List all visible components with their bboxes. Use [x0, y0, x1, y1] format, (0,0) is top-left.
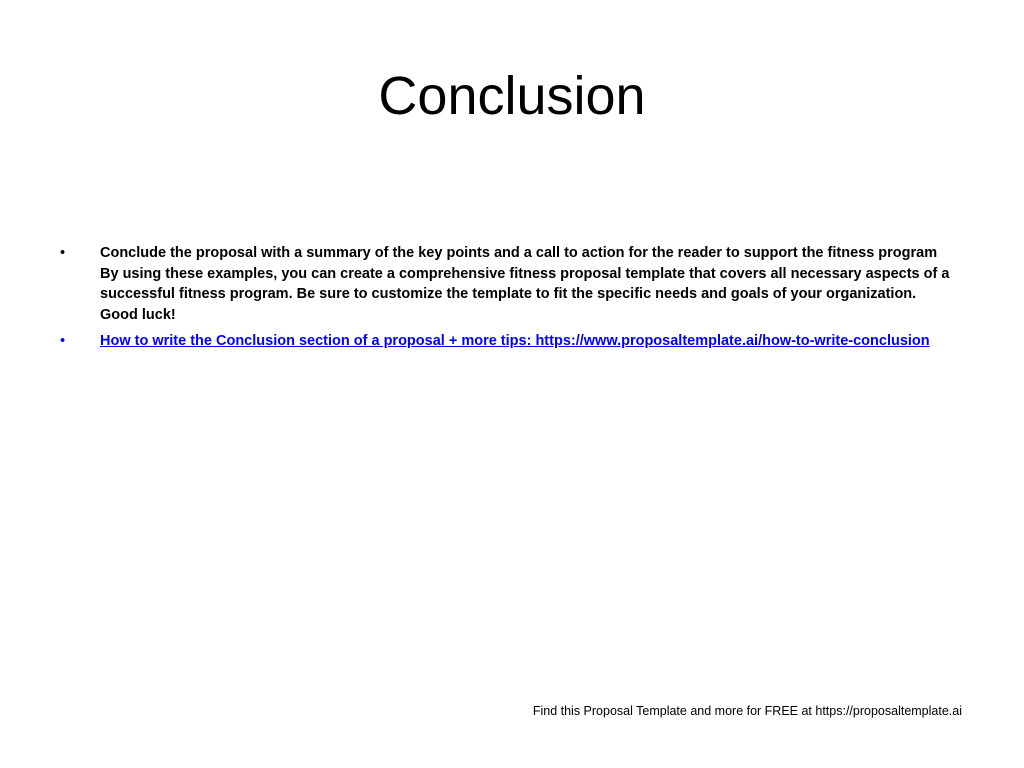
bullet-list	[60, 243, 980, 358]
slide-title: Conclusion	[378, 66, 646, 126]
conclusion-tips-link[interactable]: How to write the Conclusion section of a proposal + more tips: https://www.proposaltemplate.ai/how-to-write-conclusion	[100, 333, 930, 349]
bullet-item-summary	[60, 243, 980, 325]
bullet-line-1: Conclude the proposal with a summary of the key points and a call to action for the reader to support the fitness program	[100, 245, 938, 261]
bullet-line-2: By using these examples, you can create a comprehensive fitness proposal template that covers all necessary aspects of a successful fitness program. Be sure to customize the template to fit the specific needs and goals of your organization.	[100, 265, 950, 302]
footer-text: Find this Proposal Template and more for FREE at https://proposaltemplate.ai	[532, 704, 962, 718]
bullet-line-3: Good luck!	[100, 306, 176, 323]
bullet-marker: •	[60, 245, 66, 261]
bullet-marker: •	[60, 333, 66, 349]
bullet-item-link	[60, 331, 980, 352]
